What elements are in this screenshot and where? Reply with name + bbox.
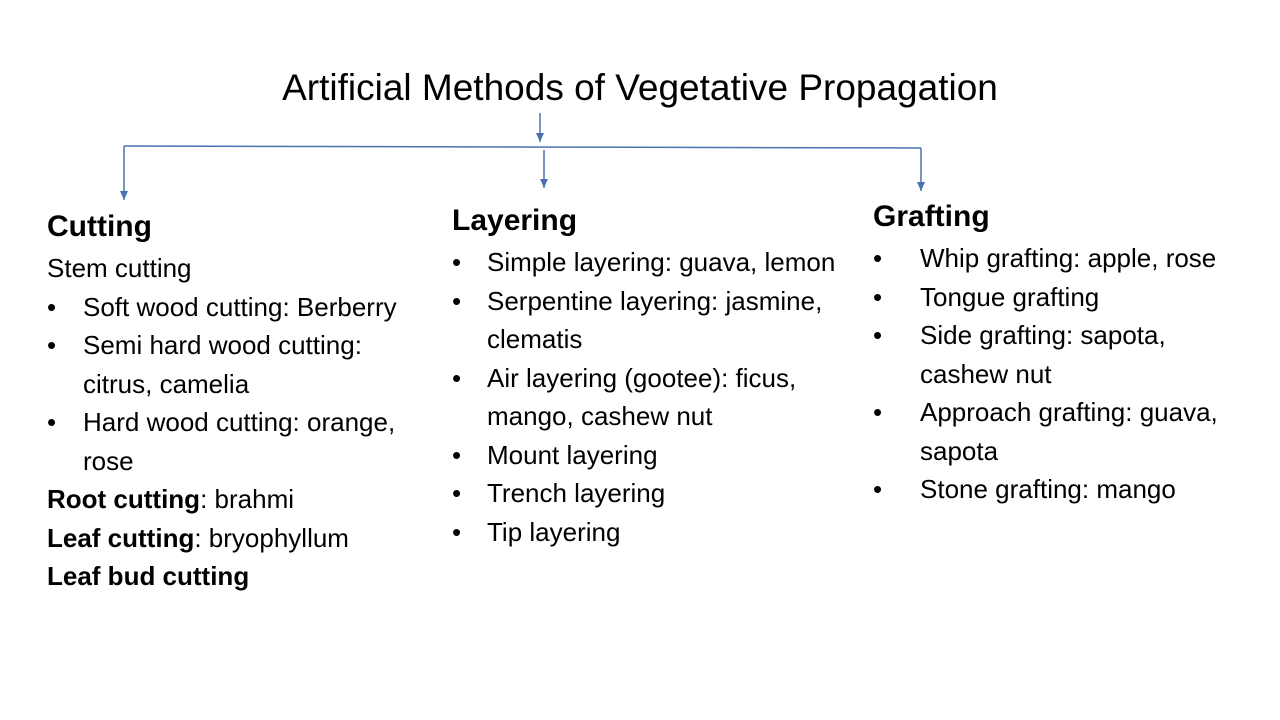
root-cutting-example: : brahmi: [200, 484, 294, 514]
bullet-icon: •: [452, 247, 462, 277]
diagram-title: Artificial Methods of Vegetative Propagation: [282, 67, 998, 108]
bullet-icon: •: [873, 320, 883, 350]
list-item-text: Tip layering: [487, 516, 621, 547]
leaf-bud-cutting-label: Leaf bud cutting: [47, 561, 250, 591]
cutting-column: [47, 209, 427, 596]
grafting-column: [873, 199, 1273, 509]
list-item-text: Serpentine layering: jasmine, clematis: [487, 285, 823, 354]
bullet-icon: •: [47, 407, 57, 437]
list-item: [873, 239, 1273, 278]
root-cutting-line: [47, 480, 427, 519]
list-item: [452, 513, 862, 552]
grafting-heading: Grafting: [873, 200, 990, 233]
leaf-cutting-line: [47, 519, 427, 558]
layering-column: [452, 203, 862, 551]
list-item: [47, 326, 427, 403]
bullet-icon: •: [452, 478, 462, 508]
bullet-icon: •: [452, 362, 462, 393]
list-item-text: Mount layering: [487, 439, 658, 470]
bullet-icon: •: [873, 474, 883, 504]
bullet-icon: •: [452, 516, 462, 547]
list-item: [47, 288, 427, 327]
list-item: [452, 474, 862, 513]
list-item: [873, 470, 1273, 509]
grafting-list: [873, 239, 1273, 509]
list-item-text: Side grafting: sapota, cashew nut: [920, 320, 1166, 389]
list-item-text: Tongue grafting: [920, 281, 1100, 312]
list-item-text: Semi hard wood cutting: citrus, camelia: [83, 330, 362, 399]
list-item: [873, 278, 1273, 317]
list-item-text: Hard wood cutting: orange, rose: [83, 407, 396, 476]
root-cutting-label: Root cutting: [47, 484, 201, 514]
bullet-icon: •: [47, 291, 57, 322]
leaf-cutting-label: Leaf cutting: [47, 522, 195, 553]
list-item: [452, 282, 862, 359]
list-item-text: Approach grafting: guava, sapota: [920, 397, 1218, 466]
bullet-icon: •: [452, 285, 462, 316]
stem-cutting-subheading: Stem cutting: [47, 253, 192, 283]
bullet-icon: •: [873, 397, 883, 427]
list-item: [452, 436, 862, 475]
list-item-text: Trench layering: [487, 478, 666, 508]
horizontal-connector: [124, 146, 921, 148]
list-item-text: Stone grafting: mango: [920, 474, 1176, 504]
list-item-text: Air layering (gootee): ficus, mango, cashew nut: [487, 362, 797, 431]
cutting-heading: Cutting: [47, 210, 152, 243]
list-item-text: Soft wood cutting: Berberry: [83, 291, 397, 322]
list-item: [452, 243, 862, 282]
list-item: [873, 393, 1273, 470]
layering-list: [452, 243, 862, 551]
bullet-icon: •: [47, 330, 57, 360]
list-item: [452, 359, 862, 436]
leaf-cutting-example: : bryophyllum: [194, 522, 349, 553]
layering-heading: Layering: [452, 204, 578, 237]
bullet-icon: •: [452, 439, 462, 470]
list-item-text: Simple layering: guava, lemon: [487, 247, 836, 277]
list-item: [47, 403, 427, 480]
list-item-text: Whip grafting: apple, rose: [920, 243, 1217, 273]
bullet-icon: •: [873, 281, 883, 312]
list-item: [873, 316, 1273, 393]
stem-cutting-list: [47, 288, 427, 481]
bullet-icon: •: [873, 243, 883, 273]
